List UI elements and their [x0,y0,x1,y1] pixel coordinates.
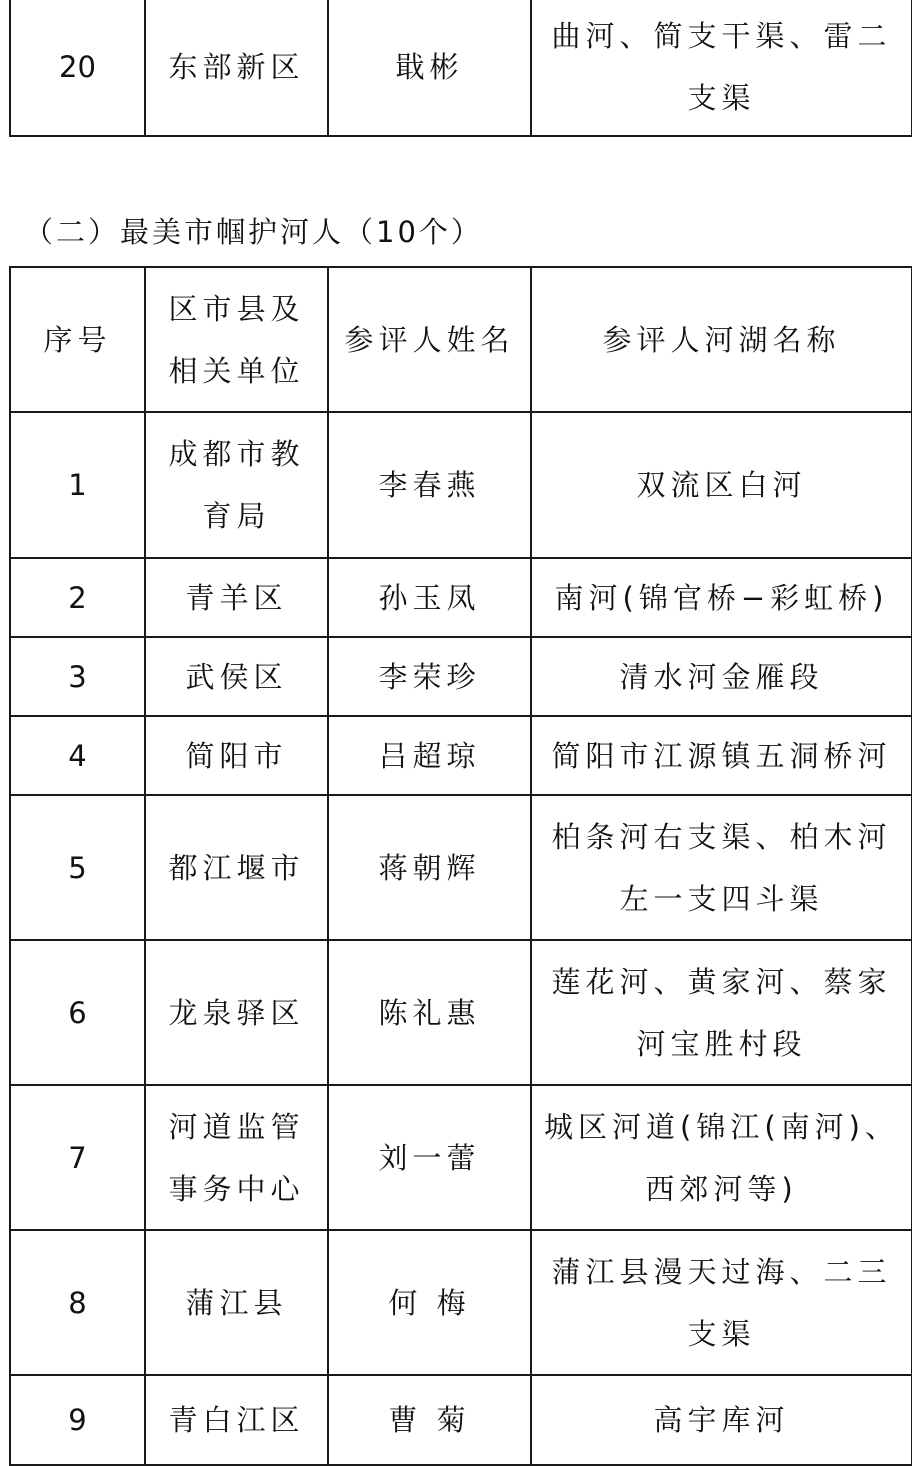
row-index-cell: 5 [10,795,145,940]
row-index-cell: 2 [10,558,145,637]
unit-cell: 东部新区 [145,0,328,136]
table-row [10,558,912,637]
table-row [10,716,912,795]
name-cell: 李荣珍 [328,637,531,716]
river-cell: 蒲江县漫天过海、二三支渠 [531,1230,912,1375]
name-cell: 刘一蕾 [328,1085,531,1230]
name-cell: 陈礼惠 [328,940,531,1085]
river-cell: 曲河、简支干渠、雷二支渠 [531,0,912,136]
row-index-cell: 6 [10,940,145,1085]
table-row [10,637,912,716]
table-row [10,795,912,940]
name-cell: 曹 菊 [328,1375,531,1465]
table-row [10,1375,912,1465]
table-header-row [10,267,912,412]
row-index-cell: 4 [10,716,145,795]
unit-cell: 河道监管事务中心 [145,1085,328,1230]
name-cell: 孙玉凤 [328,558,531,637]
unit-cell: 成都市教育局 [145,412,328,558]
row-index-cell: 9 [10,1375,145,1465]
unit-cell: 青羊区 [145,558,328,637]
unit-cell: 武侯区 [145,637,328,716]
table-row [10,412,912,558]
name-cell: 李春燕 [328,412,531,558]
river-cell: 柏条河右支渠、柏木河左一支四斗渠 [531,795,912,940]
unit-cell: 青白江区 [145,1375,328,1465]
section-heading: （二）最美市帼护河人（10个） [24,215,483,249]
river-cell: 清水河金雁段 [531,637,912,716]
unit-cell: 龙泉驿区 [145,940,328,1085]
table-row [10,940,912,1085]
row-index-cell: 7 [10,1085,145,1230]
name-cell: 戢彬 [328,0,531,136]
header-index: 序号 [10,267,145,412]
table-row [10,0,912,136]
river-cell: 简阳市江源镇五洞桥河 [531,716,912,795]
river-cell: 双流区白河 [531,412,912,558]
header-unit: 区市县及相关单位 [145,267,328,412]
name-cell: 吕超琼 [328,716,531,795]
previous-list-table [9,0,912,137]
name-cell: 蒋朝辉 [328,795,531,940]
header-name: 参评人姓名 [328,267,531,412]
river-cell: 南河(锦官桥−彩虹桥) [531,558,912,637]
row-index-cell: 8 [10,1230,145,1375]
unit-cell: 蒲江县 [145,1230,328,1375]
table-row [10,1085,912,1230]
river-guardian-table [9,266,912,1466]
unit-cell: 都江堰市 [145,795,328,940]
table-row [10,1230,912,1375]
river-cell: 城区河道(锦江(南河)、西郊河等) [531,1085,912,1230]
row-index-cell: 3 [10,637,145,716]
river-cell: 高宇库河 [531,1375,912,1465]
row-index-cell: 1 [10,412,145,558]
name-cell: 何 梅 [328,1230,531,1375]
row-index-cell: 20 [10,0,145,136]
river-cell: 莲花河、黄家河、蔡家河宝胜村段 [531,940,912,1085]
header-river: 参评人河湖名称 [531,267,912,412]
unit-cell: 简阳市 [145,716,328,795]
